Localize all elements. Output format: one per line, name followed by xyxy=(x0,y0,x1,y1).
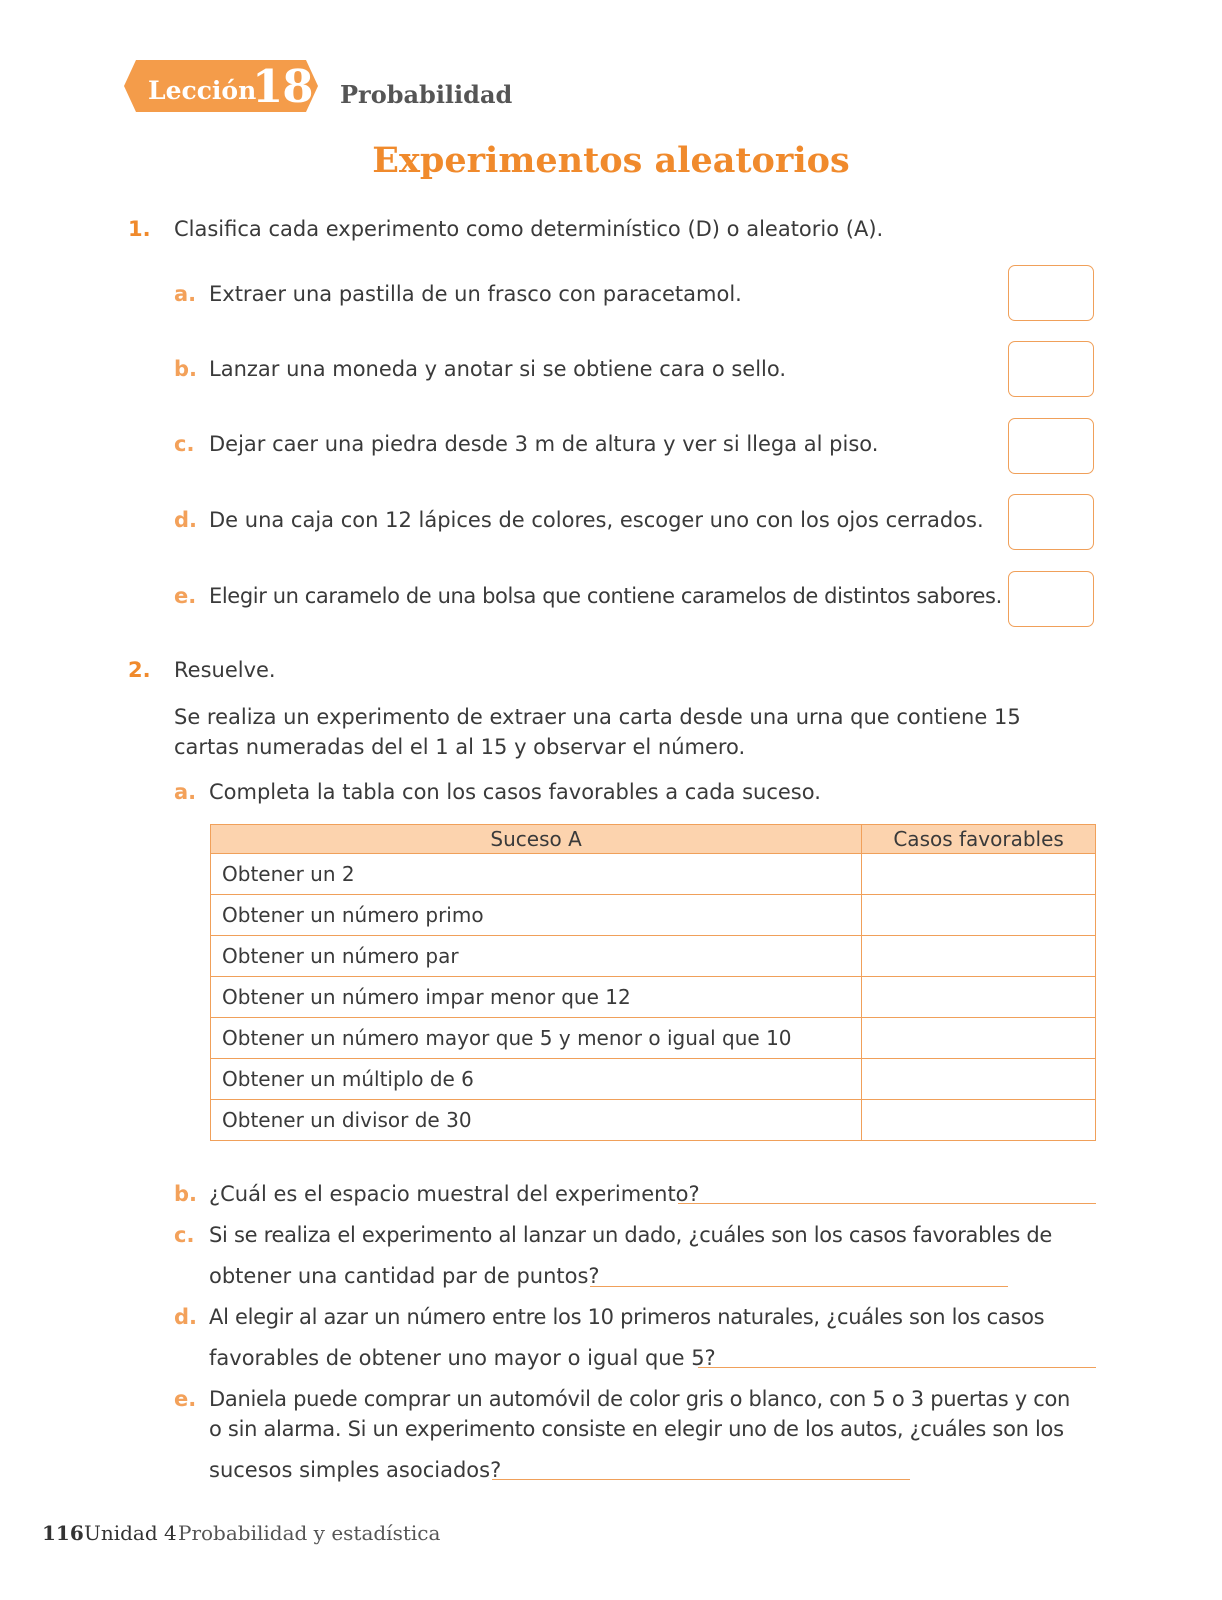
page-title: Experimentos aleatorios xyxy=(372,140,850,181)
page-number: 116 xyxy=(42,1521,84,1545)
favorable-cases-cell[interactable] xyxy=(862,895,1096,936)
item-text: De una caja con 12 lápices de colores, escoger uno con los ojos cerrados. xyxy=(209,508,984,532)
item-text: ¿Cuál es el espacio muestral del experimento? xyxy=(209,1182,700,1206)
item-letter: c. xyxy=(174,432,195,456)
table-row xyxy=(211,895,1096,936)
table-row xyxy=(211,1059,1096,1100)
answer-box-e[interactable] xyxy=(1008,571,1094,627)
table-row xyxy=(211,1018,1096,1059)
item-text: Completa la tabla con los casos favorables a cada suceso. xyxy=(209,780,821,804)
question-1-prompt-text: Clasifica cada experimento como determinístico (D) o aleatorio (A). xyxy=(174,217,884,241)
table-header-row xyxy=(211,825,1096,854)
item-text: Dejar caer una piedra desde 3 m de altura y ver si llega al piso. xyxy=(209,432,879,456)
lesson-number: 18 xyxy=(252,60,313,113)
suceso-cell: Obtener un 2 xyxy=(211,854,862,895)
question-1-prompt xyxy=(174,217,883,241)
item-letter: d. xyxy=(174,508,198,532)
favorable-cases-cell[interactable] xyxy=(862,977,1096,1018)
item-letter: b. xyxy=(174,1182,198,1206)
cases-table xyxy=(210,824,1096,1141)
item-text: sucesos simples asociados? xyxy=(209,1458,502,1482)
suceso-cell: Obtener un divisor de 30 xyxy=(211,1100,862,1141)
question-2-number: 2. xyxy=(128,658,151,682)
answer-line-e[interactable] xyxy=(492,1479,910,1480)
favorable-cases-cell[interactable] xyxy=(862,1100,1096,1141)
suceso-cell: Obtener un número mayor que 5 y menor o igual que 10 xyxy=(211,1018,862,1059)
lesson-topic: Probabilidad xyxy=(340,80,513,109)
item-letter: d. xyxy=(174,1305,198,1329)
suceso-cell: Obtener un múltiplo de 6 xyxy=(211,1059,862,1100)
answer-box-d[interactable] xyxy=(1008,494,1094,550)
item-text: Extraer una pastilla de un frasco con paracetamol. xyxy=(209,282,742,306)
suceso-cell: Obtener un número impar menor que 12 xyxy=(211,977,862,1018)
answer-line-d[interactable] xyxy=(698,1367,1096,1368)
item-text: Si se realiza el experimento al lanzar un dado, ¿cuáles son los casos favorables de xyxy=(209,1223,1052,1247)
header-casos-favorables: Casos favorables xyxy=(862,825,1096,854)
footer-unit-topic: Probabilidad y estadística xyxy=(178,1521,441,1545)
answer-line-b[interactable] xyxy=(678,1203,1096,1204)
item-text: Elegir un caramelo de una bolsa que contiene caramelos de distintos sabores. xyxy=(209,584,1002,608)
lesson-word: Lección xyxy=(148,76,257,105)
answer-box-c[interactable] xyxy=(1008,418,1094,474)
suceso-cell: Obtener un número par xyxy=(211,936,862,977)
table-row xyxy=(211,936,1096,977)
footer-unit: Unidad 4 xyxy=(84,1521,177,1545)
item-letter: a. xyxy=(174,282,197,306)
item-text: Daniela puede comprar un automóvil de color gris o blanco, con 5 o 3 puertas y con xyxy=(209,1387,1071,1411)
item-text: Lanzar una moneda y anotar si se obtiene cara o sello. xyxy=(209,357,787,381)
item-letter: e. xyxy=(174,1387,197,1411)
answer-box-b[interactable] xyxy=(1008,341,1094,397)
favorable-cases-cell[interactable] xyxy=(862,1059,1096,1100)
table-row xyxy=(211,854,1096,895)
answer-line-c[interactable] xyxy=(590,1286,1008,1287)
table-row xyxy=(211,1100,1096,1141)
item-letter: c. xyxy=(174,1223,195,1247)
favorable-cases-cell[interactable] xyxy=(862,936,1096,977)
item-text: obtener una cantidad par de puntos? xyxy=(209,1264,600,1288)
item-text: Al elegir al azar un número entre los 10 primeros naturales, ¿cuáles son los casos xyxy=(209,1305,1045,1329)
header-suceso: Suceso A xyxy=(211,825,862,854)
question-2-context: Se realiza un experimento de extraer una carta desde una urna que contiene 15 cartas numeradas del el 1 al 15 y observar el número. xyxy=(174,705,1021,759)
item-letter: e. xyxy=(174,584,197,608)
item-text: favorables de obtener uno mayor o igual que 5? xyxy=(209,1346,716,1370)
table-row xyxy=(211,977,1096,1018)
favorable-cases-cell[interactable] xyxy=(862,854,1096,895)
item-letter: a. xyxy=(174,780,197,804)
item-letter: b. xyxy=(174,357,198,381)
favorable-cases-cell[interactable] xyxy=(862,1018,1096,1059)
question-2-prompt: Resuelve. xyxy=(174,658,276,682)
question-1-number: 1. xyxy=(128,217,151,241)
answer-box-a[interactable] xyxy=(1008,265,1094,321)
item-text: o sin alarma. Si un experimento consiste en elegir uno de los autos, ¿cuáles son los xyxy=(209,1417,1064,1441)
suceso-cell: Obtener un número primo xyxy=(211,895,862,936)
